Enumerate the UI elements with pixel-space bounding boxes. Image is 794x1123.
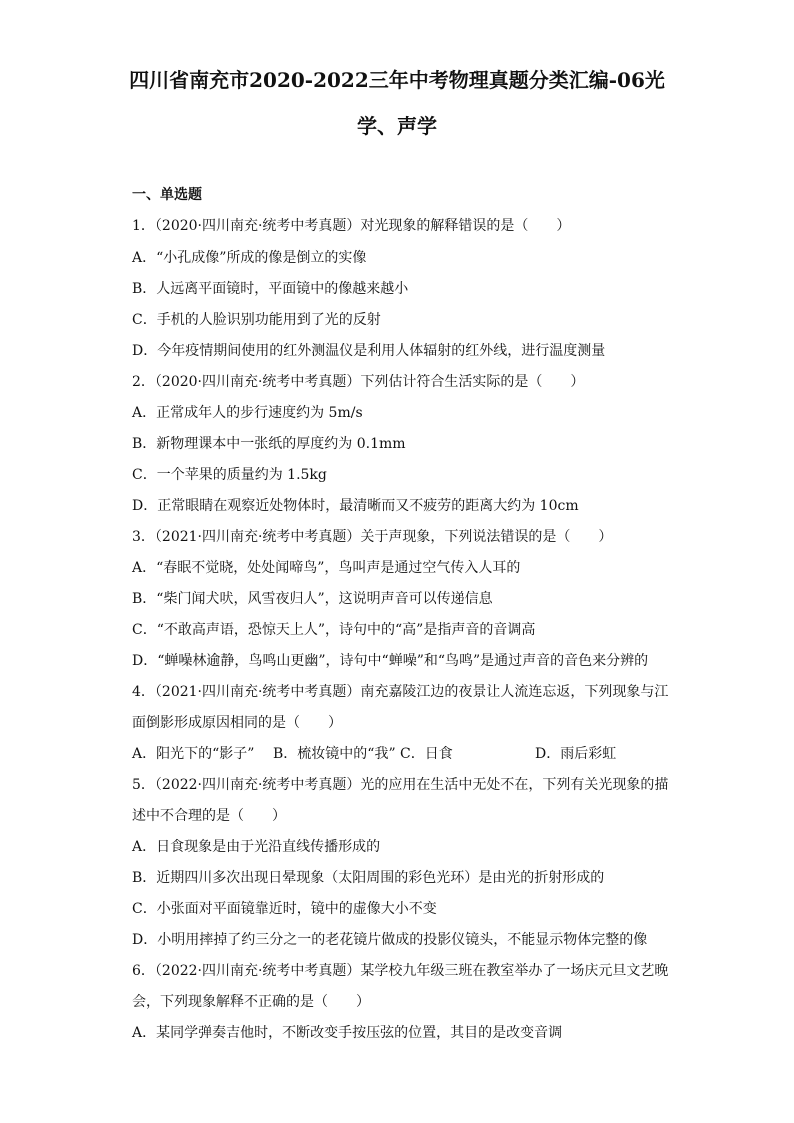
question-1-option-a: A．“小孔成像”所成的像是倒立的实像 (132, 250, 367, 266)
question-5-option-d: D．小明用摔掉了约三分之一的老花镜片做成的投影仪镜头，不能显示物体完整的像 (132, 932, 648, 948)
question-2-option-c: C．一个苹果的质量约为 1.5kg (132, 467, 327, 483)
question-1-stem: 1．（2020·四川南充·统考中考真题）对光现象的解释错误的是（ ） (132, 218, 571, 234)
question-3-option-b: B．“柴门闻犬吠，风雪夜归人”，这说明声音可以传递信息 (132, 591, 493, 607)
section-heading: 一、单选题 (132, 187, 202, 203)
question-1-option-d: D．今年疫情期间使用的红外测温仪是利用人体辐射的红外线，进行温度测量 (132, 343, 606, 359)
question-6-option-a: A．某同学弹奏吉他时，不断改变手按压弦的位置，其目的是改变音调 (132, 1025, 563, 1041)
question-5-option-a: A．日食现象是由于光沿直线传播形成的 (132, 839, 381, 855)
question-2-stem: 2．（2020·四川南充·统考中考真题）下列估计符合生活实际的是（ ） (132, 374, 585, 390)
question-3-option-d: D．“蝉噪林逾静，鸟鸣山更幽”，诗句中“蝉噪”和“鸟鸣”是通过声音的音色来分辨的 (132, 653, 649, 669)
question-5-option-c: C．小张面对平面镜靠近时，镜中的虚像大小不变 (132, 901, 437, 917)
question-3-stem: 3．（2021·四川南充·统考中考真题）关于声现象，下列说法错误的是（ ） (132, 529, 613, 545)
question-2-option-d: D．正常眼睛在观察近处物体时，最清晰而又不疲劳的距离大约为 10cm (132, 498, 579, 514)
question-4-option-c: C．日食 (400, 746, 453, 762)
question-4-option-a: A．阳光下的“影子” (132, 746, 255, 762)
question-4-stem-line-2: 面倒影形成原因相同的是（ ） (132, 715, 342, 731)
document-title-line-2: 学、声学 (357, 114, 437, 138)
document-title-line-1: 四川省南充市2020-2022三年中考物理真题分类汇编-06光 (129, 68, 665, 92)
question-3-option-c: C．“不敢高声语，恐惊天上人”，诗句中的“高”是指声音的音调高 (132, 622, 536, 638)
question-5-option-b: B．近期四川多次出现日晕现象（太阳周围的彩色光环）是由光的折射形成的 (132, 870, 605, 886)
question-4-options (132, 747, 672, 763)
question-2-option-a: A．正常成年人的步行速度约为 5m/s (132, 405, 363, 421)
question-2-option-b: B．新物理课本中一张纸的厚度约为 0.1mm (132, 436, 406, 452)
question-4-stem-line-1: 4．（2021·四川南充·统考中考真题）南充嘉陵江边的夜景让人流连忘返，下列现象与江 (132, 684, 669, 700)
question-1-option-c: C．手机的人脸识别功能用到了光的反射 (132, 312, 381, 328)
question-5-stem-line-2: 述中不合理的是（ ） (132, 808, 286, 824)
question-6-stem-line-1: 6．（2022·四川南充·统考中考真题）某学校九年级三班在教室举办了一场庆元旦文艺晚 (132, 963, 669, 979)
question-4-option-d: D．雨后彩虹 (535, 746, 617, 762)
question-3-option-a: A．“春眠不觉晓，处处闻啼鸟”，鸟叫声是通过空气传入人耳的 (132, 560, 521, 576)
question-5-stem-line-1: 5．（2022·四川南充·统考中考真题）光的应用在生活中无处不在，下列有关光现象的描 (132, 777, 669, 793)
question-4-option-b: B．梳妆镜中的“我” (273, 746, 396, 762)
question-6-stem-line-2: 会，下列现象解释不正确的是（ ） (132, 994, 370, 1010)
question-1-option-b: B．人远离平面镜时，平面镜中的像越来越小 (132, 281, 409, 297)
